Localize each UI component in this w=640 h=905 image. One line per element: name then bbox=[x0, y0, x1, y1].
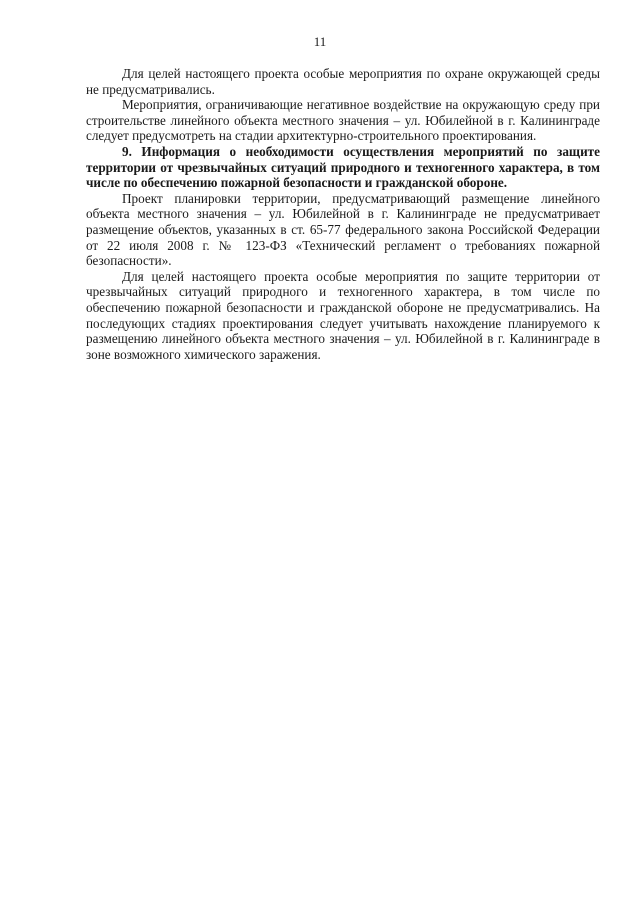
paragraph-environment-protection: Для целей настоящего проекта особые мероприятия по охране окружающей среды не предусматривались. bbox=[86, 66, 600, 97]
page-number: 11 bbox=[313, 34, 327, 49]
paragraph-emergency-measures: Для целей настоящего проекта особые мероприятия по защите территории от чрезвычайных ситуаций природного и техногенного характера, в том числе по обеспечению пожарной безопасности и гражданской обороне не предусматривались. На последующих стадиях проектирования следует учитывать нахождение планируемого к размещению линейного объекта местного значения – ул. Юбилейной в г. Калининграде в зоне возможного химического заражения. bbox=[86, 268, 600, 362]
paragraph-territory-planning: Проект планировки территории, предусматривающий размещение линейного объекта местного значения – ул. Юбилейной в г. Калининграде не предусматривает размещение объектов, указанных в ст. 65-77 федерального закона Российской Федерации от 22 июля 2008 г. № 123-ФЗ «Технический регламент о требованиях пожарной безопасности». bbox=[86, 190, 600, 269]
section-heading: 9. Информация о необходимости осуществления мероприятий по защите территории от чрезвычайных ситуаций природного и техногенного характера, в том числе по обеспечению пожарной безопасности и гражданской обороне. bbox=[86, 143, 600, 191]
document-body bbox=[86, 66, 600, 362]
paragraph-negative-impact-measures: Мероприятия, ограничивающие негативное воздействие на окружающую среду при строительстве линейного объекта местного значения – ул. Юбилейной в г. Калининграде следует предусмотреть на стадии архитектурно-строительного проектирования. bbox=[86, 97, 600, 144]
